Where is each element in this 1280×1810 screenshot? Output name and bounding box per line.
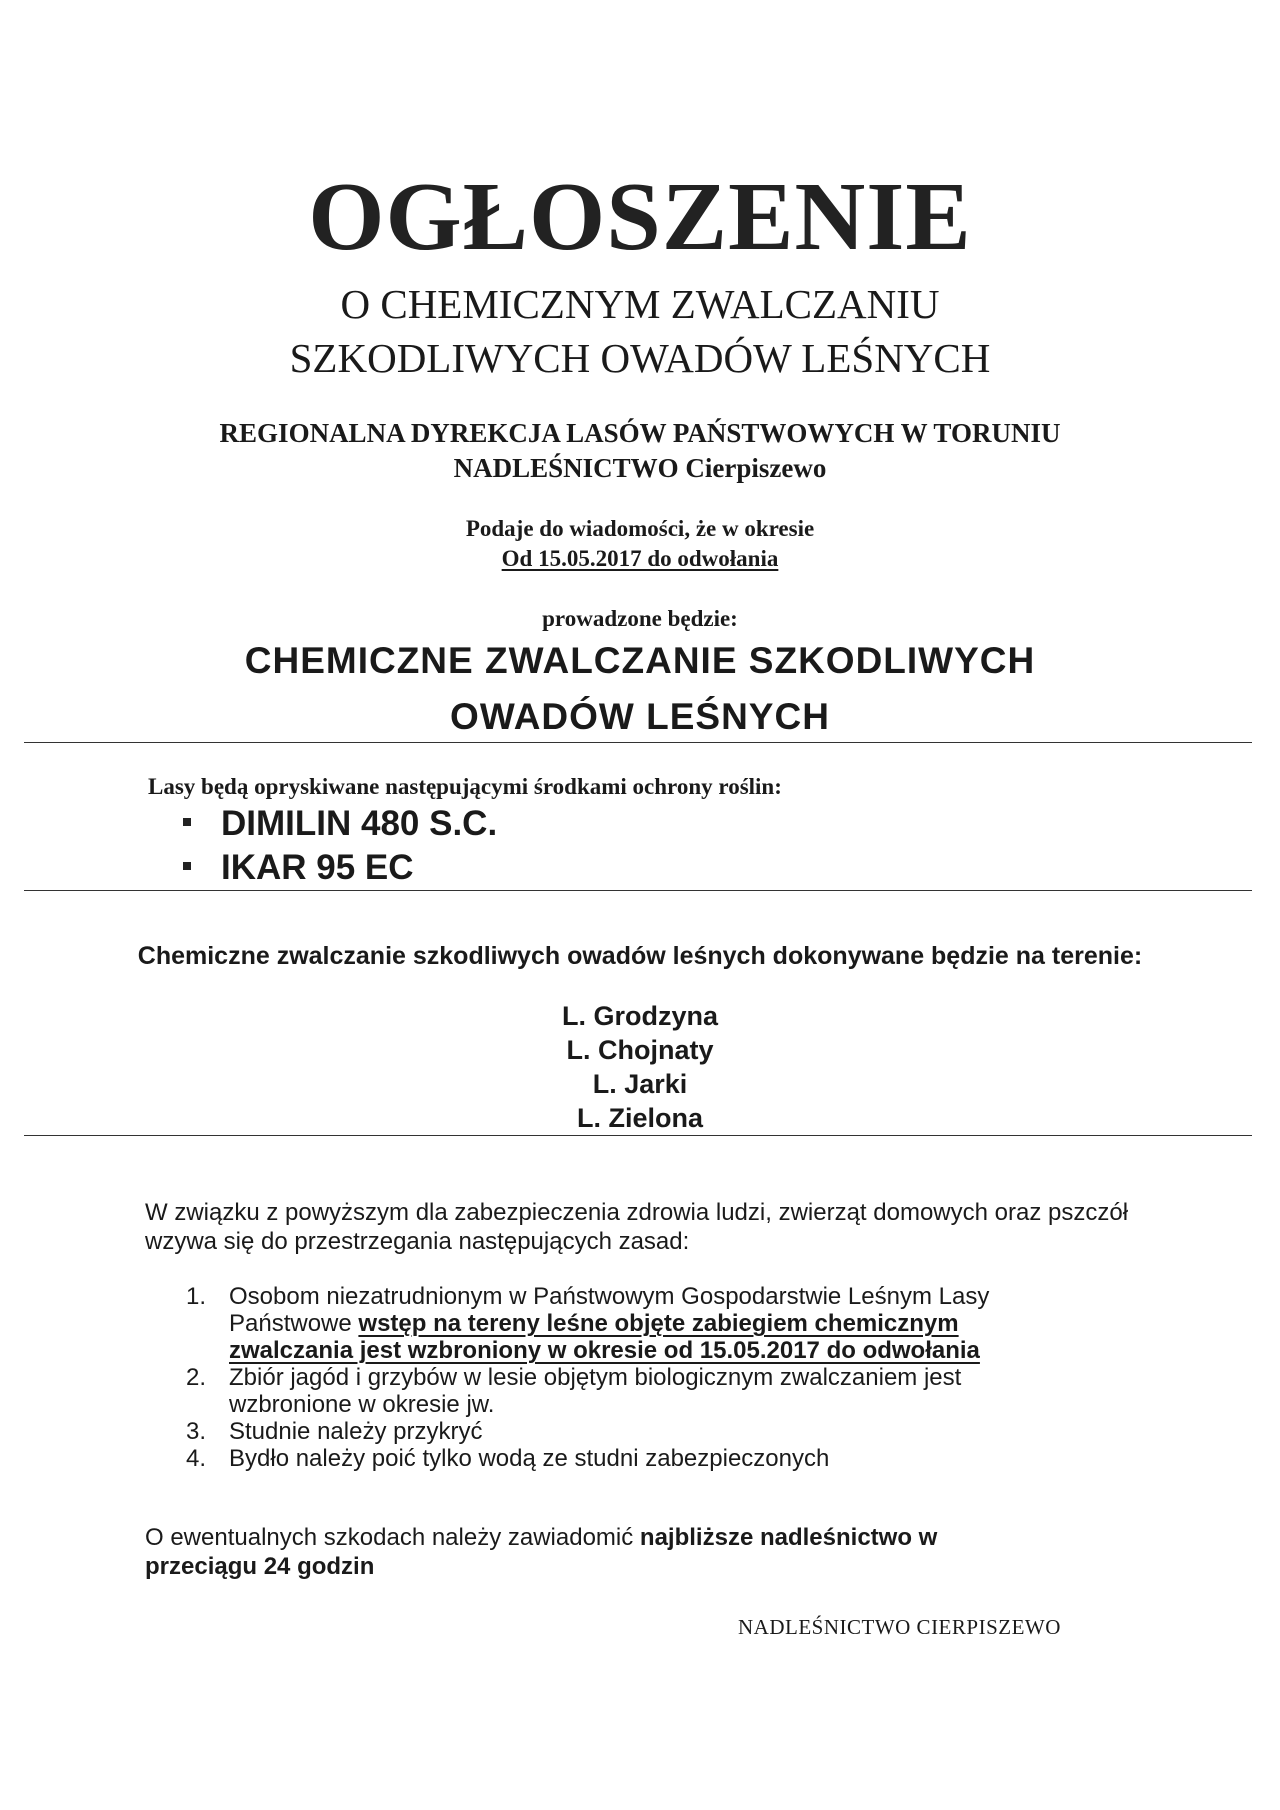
document-title: OGŁOSZENIE: [308, 163, 972, 271]
subtitle-line-2: SZKODLIWYCH OWADÓW LEŚNYCH: [289, 335, 991, 381]
place-item: L. Zielona: [576, 1103, 703, 1133]
rule-item: [186, 1283, 1086, 1364]
headline-line-1: CHEMICZNE ZWALCZANIE SZKODLIWYCH: [244, 640, 1036, 681]
place-item: L. Jarki: [592, 1069, 688, 1099]
rule-text: Bydło należy poić tylko wodą ze studni zabezpieczonych: [229, 1445, 830, 1472]
closing-note: [145, 1523, 1045, 1581]
place-item: L. Chojnaty: [566, 1035, 714, 1065]
rule-number: 1.: [186, 1283, 207, 1310]
conducted-line: prowadzone będzie:: [542, 606, 738, 631]
product-name: IKAR 95 EC: [221, 848, 414, 887]
divider-1: [24, 742, 1252, 743]
closing-text: O ewentualnych szkodach należy zawiadomić: [145, 1524, 640, 1551]
notice-line: Podaje do wiadomości, że w okresie: [465, 516, 815, 541]
rules-intro: W związku z powyższym dla zabezpieczenia zdrowia ludzi, zwierząt domowych oraz pszczół wzywa się do przestrzegania następujących zasad:: [145, 1199, 1129, 1255]
product-item: [183, 850, 414, 885]
subtitle-line-1: O CHEMICZNYM ZWALCZANIU: [340, 281, 940, 327]
divider-3: [24, 1135, 1252, 1136]
product-name: DIMILIN 480 S.C.: [221, 804, 498, 843]
rule-emphasis: wstęp na tereny leśne objęte zabiegiem chemicznym zwalczania jest wzbroniony w okresie od 15.05.2017 do odwołania: [229, 1310, 980, 1364]
place-item: L. Grodzyna: [561, 1001, 718, 1031]
rule-number: 4.: [186, 1445, 207, 1472]
rule-item: [186, 1364, 1086, 1418]
square-bullet-icon: [183, 818, 191, 826]
organization-line-2: NADLEŚNICTWO Cierpiszewo: [453, 453, 827, 483]
product-item: [183, 806, 497, 841]
sprays-intro: Lasy będą opryskiwane następującymi środkami ochrony roślin:: [148, 774, 782, 799]
signature: NADLEŚNICTWO CIERPISZEWO: [738, 1615, 1061, 1639]
period-line: [0, 547, 1280, 570]
headline-line-2: OWADÓW LEŚNYCH: [450, 696, 830, 737]
closing-bold: najbliższe nadleśnictwo w przeciągu 24 godzin: [145, 1524, 938, 1580]
rule-item: [186, 1445, 1086, 1472]
square-bullet-icon: [183, 862, 191, 870]
rules-list: [186, 1283, 1086, 1472]
organization-line-1: REGIONALNA DYREKCJA LASÓW PAŃSTWOWYCH W TORUNIU: [219, 418, 1061, 448]
divider-2: [24, 890, 1252, 891]
rule-text: Studnie należy przykryć: [229, 1418, 483, 1445]
rule-text: Zbiór jagód i grzybów w lesie objętym biologicznym zwalczaniem jest wzbronione w okresie jw.: [229, 1364, 962, 1418]
rule-text: Osobom niezatrudnionym w Państwowym Gospodarstwie Leśnym Lasy Państwowe: [229, 1283, 990, 1337]
area-intro: Chemiczne zwalczanie szkodliwych owadów leśnych dokonywane będzie na terenie:: [137, 942, 1143, 970]
rule-number: 2.: [186, 1364, 207, 1391]
rule-number: 3.: [186, 1418, 207, 1445]
period-text: Od 15.05.2017 do odwołania: [501, 546, 779, 571]
rule-item: [186, 1418, 1086, 1445]
